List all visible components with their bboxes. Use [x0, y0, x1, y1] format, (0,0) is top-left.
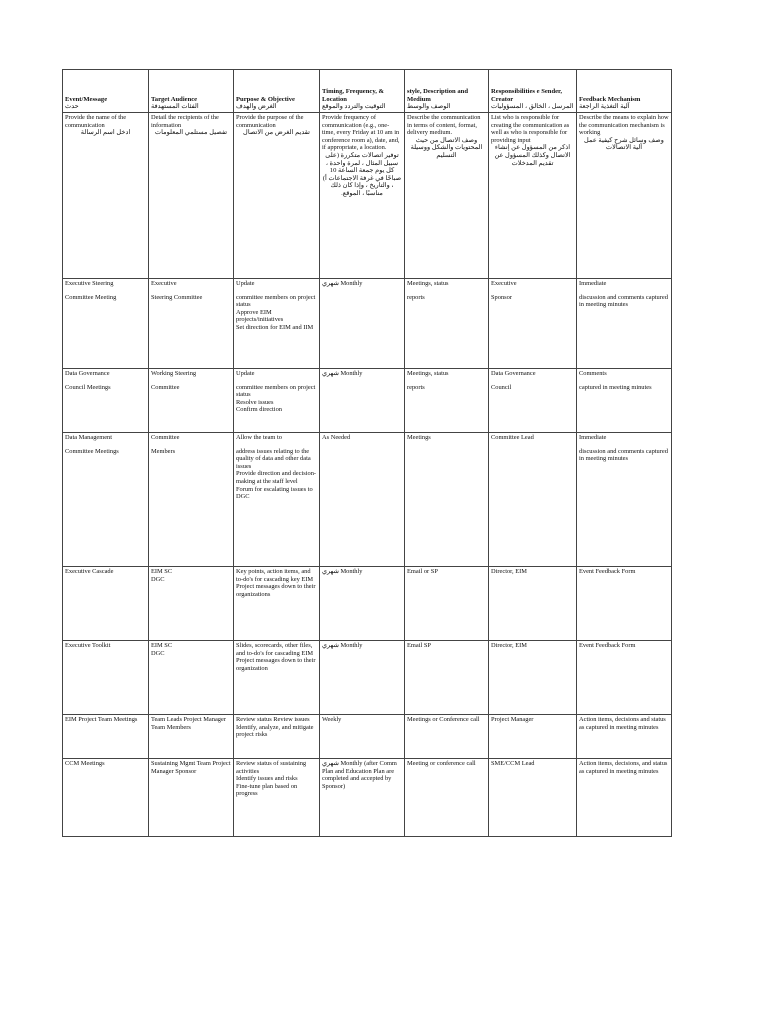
purpose-text: committee members on project status	[236, 293, 316, 309]
purpose-text: Allow the team to	[236, 434, 282, 441]
responsible-text: Project Manager	[491, 716, 534, 723]
purpose-text: Review status Review issues Identify, analyze, and mitigate project risks	[236, 716, 314, 739]
responsible-text: Director, EIM	[491, 642, 527, 649]
feedback-text: Comments	[579, 370, 607, 377]
purpose-text: committee members on project status	[236, 383, 316, 399]
header-style: style, Description and Medium الوصف والوسط	[405, 70, 489, 113]
description-row	[63, 113, 672, 279]
responsible-cell	[489, 433, 577, 567]
purpose-text: Fine-tune plan based on progress	[236, 782, 298, 798]
audience-cell	[149, 369, 234, 433]
event-text: Executive Cascade	[65, 568, 114, 575]
feedback-text: captured in meeting minutes	[579, 383, 652, 391]
responsible-cell	[489, 759, 577, 837]
event-text: Committee Meeting	[65, 293, 117, 301]
description-cell: Detail the recipients of the information تفصيل مستلمي المعلومات	[149, 113, 234, 279]
feedback-cell	[577, 369, 672, 433]
style-text: reports	[407, 383, 425, 391]
event-text: EIM Project Team Meetings	[65, 716, 138, 723]
event-cell	[63, 567, 149, 641]
purpose-text: Identify issues and risks	[236, 775, 298, 783]
audience-cell	[149, 641, 234, 715]
audience-text: DGC	[151, 575, 165, 583]
style-text: Email or SP	[407, 568, 438, 575]
header-row	[63, 70, 672, 113]
event-cell	[63, 369, 149, 433]
feedback-cell	[577, 433, 672, 567]
description-cell: Provide the purpose of the communication تقديم الغرض من الاتصال	[234, 113, 320, 279]
table-row	[63, 279, 672, 369]
timing-value: Monthly	[340, 642, 363, 649]
event-text: Council Meetings	[65, 383, 111, 391]
feedback-cell	[577, 279, 672, 369]
responsible-text: Sponsor	[491, 293, 512, 301]
purpose-text: Set direction for EIM and IIM	[236, 323, 314, 331]
style-cell	[405, 433, 489, 567]
feedback-text: Event Feedback Form	[579, 568, 636, 575]
event-text: Committee Meetings	[65, 447, 119, 455]
purpose-cell	[234, 369, 320, 433]
responsible-cell	[489, 369, 577, 433]
event-cell	[63, 759, 149, 837]
header-target-audience: Target Audience الفئات المستهدفة	[149, 70, 234, 113]
style-text: Email SP	[407, 642, 431, 649]
description-cell: Provide frequency of communication (e.g., one-time, every Friday at 10 am in conference room a), date, and, if appropriate, a location. توفير اتصالات متكررة (على سبيل المثال ، لمرة واحدة ، كل يوم جمعة الساعة 10 صباحًا في غرفة الاجتماعات أ) ، والتاريخ ، وإذا كان ذلك مناسبًا ، الموقع.	[320, 113, 405, 279]
timing-value: Monthly	[340, 280, 363, 287]
event-text: Data Governance	[65, 370, 110, 377]
feedback-text: discussion and comments captured in meeting minutes	[579, 293, 668, 309]
responsible-text: Committee Lead	[491, 434, 534, 441]
audience-cell	[149, 759, 234, 837]
purpose-text: Forum for escalating issues to DGC	[236, 485, 313, 501]
audience-cell	[149, 567, 234, 641]
purpose-text: Provide direction and decision-making at the staff level	[236, 470, 317, 485]
style-text: Meetings, status	[407, 280, 449, 287]
purpose-text: Review status of sustaining activities	[236, 760, 307, 775]
purpose-text: address issues relating to the quality of data and other data issues	[236, 447, 311, 470]
purpose-text: Update	[236, 370, 255, 377]
feedback-text: Immediate	[579, 280, 607, 287]
timing-arabic: شهري	[322, 280, 341, 287]
event-text: Data Management	[65, 434, 113, 441]
purpose-cell	[234, 567, 320, 641]
feedback-text: Action items, decisions, and status as captured in meeting minutes	[579, 760, 668, 775]
table-row	[63, 759, 672, 837]
feedback-text: discussion and comments captured in meeting minutes	[579, 447, 668, 463]
responsible-cell	[489, 567, 577, 641]
responsible-cell	[489, 715, 577, 759]
communication-plan-table	[62, 69, 672, 837]
purpose-text: Update	[236, 280, 255, 287]
table-row	[63, 715, 672, 759]
event-cell	[63, 279, 149, 369]
audience-text: Committee	[151, 434, 180, 441]
audience-text: EIM SC	[151, 642, 173, 649]
style-cell	[405, 641, 489, 715]
feedback-text: Event Feedback Form	[579, 642, 636, 649]
purpose-text: Approve EIM projects/initiatives	[236, 308, 284, 324]
timing-cell	[320, 433, 405, 567]
style-text: Meeting or conference call	[407, 760, 476, 767]
purpose-cell	[234, 279, 320, 369]
timing-arabic: شهري	[322, 568, 341, 575]
timing-value: Monthly	[340, 370, 363, 377]
style-cell	[405, 369, 489, 433]
feedback-cell	[577, 567, 672, 641]
audience-text: Steering Committee	[151, 293, 203, 301]
purpose-cell	[234, 715, 320, 759]
feedback-cell	[577, 715, 672, 759]
description-cell: Provide the name of the communication ادخل اسم الرسالة	[63, 113, 149, 279]
style-cell	[405, 567, 489, 641]
feedback-cell	[577, 641, 672, 715]
audience-text: Members	[151, 447, 176, 455]
style-text: Meetings, status	[407, 370, 449, 377]
style-text: Meetings or Conference call	[407, 716, 480, 723]
purpose-text: Slides, scorecards, other files, and to-do's for cascading EIM Project messages down to their organization	[236, 642, 316, 672]
header-timing: Timing, Frequency, & Location التوقيت والتردد والموقع	[320, 70, 405, 113]
timing-value: Monthly	[340, 568, 363, 575]
purpose-text: Key points, action items, and to-do's for cascading key EIM Project messages down to their organizations	[236, 568, 316, 598]
audience-text: EIM SC	[151, 568, 173, 575]
responsible-text: Council	[491, 383, 512, 391]
audience-text: Team Members	[151, 723, 191, 731]
timing-value: Monthly	[340, 760, 363, 767]
style-text: reports	[407, 293, 425, 301]
purpose-cell	[234, 433, 320, 567]
timing-cell	[320, 279, 405, 369]
feedback-cell	[577, 759, 672, 837]
header-event: Event/Message حدث	[63, 70, 149, 113]
timing-arabic: شهري	[322, 370, 341, 377]
event-text: Executive Steering	[65, 280, 114, 287]
style-cell	[405, 715, 489, 759]
event-text: CCM Meetings	[65, 760, 105, 767]
timing-value: As Needed	[322, 434, 351, 441]
feedback-text: Immediate	[579, 434, 607, 441]
purpose-cell	[234, 641, 320, 715]
responsible-cell	[489, 641, 577, 715]
responsible-text: Director, EIM	[491, 568, 527, 575]
timing-note: (after Comm Plan and Education Plan are completed and accepted by Sponsor)	[322, 760, 397, 790]
responsible-cell	[489, 279, 577, 369]
header-feedback: Feedback Mechanism آلية التغذية الراجعة	[577, 70, 672, 113]
responsible-text: SME/CCM Lead	[491, 760, 535, 767]
audience-text: DGC	[151, 649, 165, 657]
table-row	[63, 641, 672, 715]
style-cell	[405, 759, 489, 837]
timing-arabic: شهري	[322, 760, 341, 767]
event-text: Executive Toolkit	[65, 642, 111, 649]
description-cell: Describe the means to explain how the communication mechanism is working وصف وسائل شرح كيفية عمل آلية الاتصالات	[577, 113, 672, 279]
event-cell	[63, 641, 149, 715]
timing-cell	[320, 759, 405, 837]
event-cell	[63, 433, 149, 567]
audience-text: Executive	[151, 280, 177, 287]
responsible-text: Executive	[491, 280, 517, 287]
header-responsibilities: Responsibilities e Sender, Creator المرسل ، الخالق ، المسؤوليات	[489, 70, 577, 113]
audience-cell	[149, 715, 234, 759]
purpose-text: Resolve issues	[236, 398, 274, 406]
event-cell	[63, 715, 149, 759]
audience-cell	[149, 279, 234, 369]
audience-text: Working Steering	[151, 370, 197, 377]
audience-text: Team Leads Project Manager	[151, 716, 226, 723]
timing-value: Weekly	[322, 716, 342, 723]
timing-cell	[320, 369, 405, 433]
timing-cell	[320, 641, 405, 715]
header-purpose: Purpose & Objective الغرض والهدف	[234, 70, 320, 113]
style-cell	[405, 279, 489, 369]
timing-cell	[320, 715, 405, 759]
timing-cell	[320, 567, 405, 641]
feedback-text: Action items, decisions and status as captured in meeting minutes	[579, 716, 666, 731]
purpose-cell	[234, 759, 320, 837]
responsible-text: Data Governance	[491, 370, 536, 377]
table-row	[63, 433, 672, 567]
purpose-text: Confirm direction	[236, 406, 282, 414]
style-text: Meetings	[407, 434, 431, 441]
description-cell: List who is responsible for creating the communication as well as who is responsible for providing input اذكر من المسؤول عن إنشاء الاتصال وكذلك المسؤول عن تقديم المدخلات	[489, 113, 577, 279]
audience-text: Committee	[151, 383, 180, 391]
audience-cell	[149, 433, 234, 567]
table-row	[63, 369, 672, 433]
timing-arabic: شهري	[322, 642, 341, 649]
description-cell: Describe the communication in terms of content, format, delivery medium. وصف الاتصال من حيث المحتويات والشكل ووسيلة التسليم	[405, 113, 489, 279]
table-row	[63, 567, 672, 641]
audience-text: Sustaining Mgmt Team Project Manager Sponsor	[151, 760, 231, 775]
